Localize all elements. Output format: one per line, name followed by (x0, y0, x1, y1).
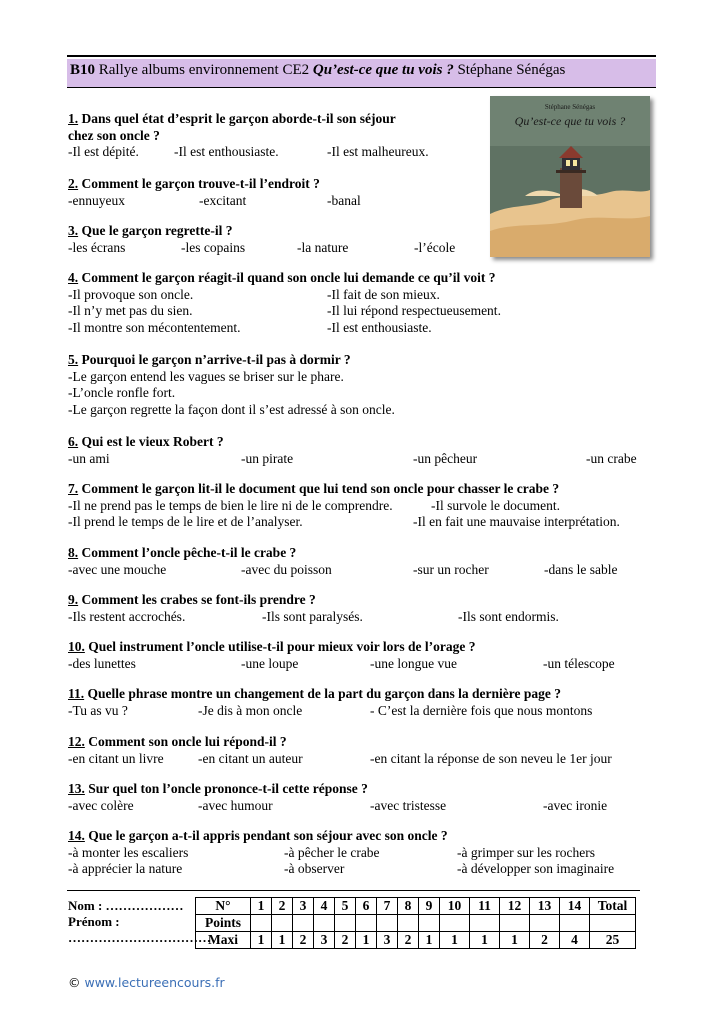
points-cell[interactable] (314, 915, 335, 932)
answer-option: -Il prend le temps de le lire et de l’analyser. (68, 514, 303, 529)
answer-options (68, 798, 658, 815)
points-cell[interactable] (356, 915, 377, 932)
header-book-title: Qu’est-ce que tu vois ? (312, 62, 454, 78)
question-number-cell: 11 (470, 898, 500, 915)
points-cell[interactable] (251, 915, 272, 932)
question-number-cell: 12 (500, 898, 530, 915)
question-8 (68, 545, 658, 578)
question-title: 8. Comment l’oncle pêche-t-il le crabe ? (68, 545, 297, 560)
points-cell[interactable] (335, 915, 356, 932)
question-number-cell: 4 (314, 898, 335, 915)
answer-option: -Il est enthousiaste. (327, 319, 432, 335)
points-cell[interactable] (530, 915, 560, 932)
student-info (68, 898, 211, 946)
question-number-cell: 1 (251, 898, 272, 915)
points-cell[interactable] (470, 915, 500, 932)
answer-option: -Il est malheureux. (327, 144, 429, 159)
answer-option: -Il montre son mécontentement. (68, 319, 241, 335)
header-code: B10 (70, 62, 96, 78)
bottom-rule (67, 890, 640, 891)
answer-option: -à pêcher le crabe (284, 844, 380, 860)
answer-options (68, 861, 658, 878)
prenom-label[interactable]: Prénom : (68, 914, 120, 929)
answer-option: -Il est enthousiaste. (174, 144, 279, 159)
nom-label[interactable]: Nom : ……………… (68, 898, 184, 913)
question-11 (68, 686, 658, 719)
answer-option: -Le garçon regrette la façon dont il s’est adressé à son oncle. (68, 401, 395, 417)
answer-option: -Ils sont endormis. (458, 608, 559, 624)
answer-option: -des lunettes (68, 655, 136, 671)
cover-author: Stéphane Sénégas (544, 103, 596, 111)
points-cell[interactable] (272, 915, 293, 932)
answer-option: -en citant un livre (68, 750, 164, 766)
question-title-line2: chez son oncle ? (68, 127, 160, 143)
question-number-cell: 13 (530, 898, 560, 915)
answer-option: -en citant la réponse de son neveu le 1er jour (370, 750, 612, 766)
maxi-cell: 1 (356, 932, 377, 949)
maxi-cell: 2 (293, 932, 314, 949)
answer-option: -un télescope (543, 655, 615, 671)
points-cell[interactable] (293, 915, 314, 932)
answer-option: -avec humour (198, 797, 273, 813)
answer-option: -Le garçon entend les vagues se briser sur le phare. (68, 368, 344, 384)
maxi-cell: 1 (500, 932, 530, 949)
question-6 (68, 434, 658, 467)
answer-option: -Il provoque son oncle. (68, 286, 194, 302)
answer-option: -sur un rocher (413, 561, 489, 577)
answer-options (68, 369, 658, 386)
answer-option: -un crabe (586, 450, 637, 466)
answer-option: -avec du poisson (241, 561, 332, 577)
points-cell[interactable] (419, 915, 440, 932)
answer-options (68, 656, 658, 673)
question-4 (68, 270, 658, 336)
copyright-symbol: © (68, 975, 81, 990)
answer-options (68, 402, 658, 419)
answer-option: -la nature (297, 239, 349, 255)
answer-options (68, 498, 658, 515)
question-title: 12. Comment son oncle lui répond-il ? (68, 734, 287, 749)
answer-options (68, 703, 658, 720)
answer-option: -Il fait de son mieux. (327, 286, 440, 302)
question-14 (68, 828, 658, 878)
answer-options (68, 562, 658, 579)
answer-option: -L’oncle ronfle fort. (68, 385, 176, 400)
question-number-cell: 6 (356, 898, 377, 915)
question-7 (68, 481, 658, 531)
answer-options (68, 385, 658, 402)
question-title: 4. Comment le garçon réagit-il quand son oncle lui demande ce qu’il voit ? (68, 270, 496, 285)
answer-option: -Il est dépité. (68, 144, 139, 159)
points-cell[interactable] (500, 915, 530, 932)
question-12 (68, 734, 658, 767)
header-top-rule (67, 55, 656, 57)
answer-option: -une loupe (241, 655, 299, 671)
question-3 (68, 223, 488, 256)
answer-option: -en citant un auteur (198, 750, 303, 766)
answer-option: -avec une mouche (68, 561, 167, 577)
question-2 (68, 176, 488, 209)
answer-options (68, 287, 658, 304)
answer-option: -un pêcheur (413, 450, 478, 466)
answer-options (68, 144, 488, 161)
maxi-cell: 2 (398, 932, 419, 949)
header-series: Rallye albums environnement CE2 (98, 62, 310, 78)
book-cover (490, 96, 650, 257)
answer-option: -ennuyeux (68, 192, 125, 208)
maxi-cell: 1 (470, 932, 500, 949)
answer-option: -avec colère (68, 797, 134, 813)
header-band (67, 59, 656, 88)
answer-options (68, 451, 658, 468)
footer-link[interactable]: www.lectureencours.fr (84, 975, 225, 990)
maxi-cell: 2 (530, 932, 560, 949)
answer-options (68, 845, 658, 862)
cover-title: Qu’est-ce que tu vois ? (514, 114, 626, 128)
answer-options (68, 609, 658, 626)
answer-option: -les écrans (68, 239, 126, 255)
score-row-numbers (196, 898, 636, 915)
answer-option: -avec tristesse (370, 797, 447, 813)
maxi-cell: 3 (377, 932, 398, 949)
answer-option: -Il en fait une mauvaise interprétation. (413, 514, 620, 529)
answer-options (68, 193, 488, 210)
maxi-cell: 4 (560, 932, 590, 949)
question-number-cell: 5 (335, 898, 356, 915)
answer-option: - C’est la dernière fois que nous montons (370, 702, 593, 718)
answer-option: -les copains (181, 239, 246, 255)
points-total-cell[interactable] (590, 915, 636, 932)
answer-option: -à observer (284, 861, 345, 876)
question-title: 14. Que le garçon a-t-il appris pendant son séjour avec son oncle ? (68, 828, 448, 843)
answer-option: -Il survole le document. (431, 497, 560, 513)
answer-option: -l’école (414, 239, 456, 255)
points-cell[interactable] (377, 915, 398, 932)
maxi-cell: 1 (419, 932, 440, 949)
answer-option: -Je dis à mon oncle (198, 702, 303, 718)
points-cell[interactable] (560, 915, 590, 932)
question-title: 6. Qui est le vieux Robert ? (68, 434, 224, 449)
question-number-cell: 14 (560, 898, 590, 915)
question-number-cell: 10 (440, 898, 470, 915)
answer-options (68, 751, 658, 768)
question-title: 1. Dans quel état d’esprit le garçon aborde-t-il son séjour (68, 111, 396, 126)
question-number-cell: 8 (398, 898, 419, 915)
answer-option: -un pirate (241, 450, 294, 466)
answer-option: -Tu as vu ? (68, 702, 128, 718)
maxi-cell: 2 (335, 932, 356, 949)
question-1 (68, 111, 488, 161)
answer-option: -Il ne prend pas le temps de bien le lire ni de le comprendre. (68, 497, 393, 513)
points-cell[interactable] (440, 915, 470, 932)
answer-options (68, 303, 658, 320)
answer-option: -à apprécier la nature (68, 861, 183, 876)
answer-option: -à développer son imaginaire (457, 861, 615, 876)
question-title: 7. Comment le garçon lit-il le document que lui tend son oncle pour chasser le crabe ? (68, 481, 560, 496)
question-title: 2. Comment le garçon trouve-t-il l’endroit ? (68, 176, 320, 191)
answer-option: -Ils sont paralysés. (262, 608, 363, 624)
answer-option: -excitant (199, 192, 247, 208)
score-row-maxi (196, 932, 636, 949)
total-header: Total (590, 898, 636, 915)
answer-option: -à grimper sur les rochers (457, 844, 595, 860)
answer-option: -dans le sable (544, 561, 618, 577)
answer-options (68, 320, 658, 337)
header-title (70, 62, 565, 79)
maxi-cell: 1 (272, 932, 293, 949)
answer-option: -à monter les escaliers (68, 844, 189, 860)
answer-option: -un ami (68, 450, 110, 466)
maxi-cell: 1 (440, 932, 470, 949)
question-number-cell: 3 (293, 898, 314, 915)
question-title: 9. Comment les crabes se font-ils prendre ? (68, 592, 316, 607)
question-5 (68, 352, 658, 418)
maxi-total-cell: 25 (590, 932, 636, 949)
row-label: Maxi (196, 932, 251, 949)
question-title: 13. Sur quel ton l’oncle prononce-t-il cette réponse ? (68, 781, 368, 796)
answer-options (68, 514, 658, 531)
answer-option: -Ils restent accrochés. (68, 608, 186, 624)
question-number-cell: 7 (377, 898, 398, 915)
maxi-cell: 1 (251, 932, 272, 949)
answer-option: -Il n’y met pas du sien. (68, 303, 193, 318)
question-13 (68, 781, 658, 814)
row-label: N° (196, 898, 251, 915)
footer (68, 975, 225, 990)
question-title: 11. Quelle phrase montre un changement de la part du garçon dans la dernière page ? (68, 686, 562, 701)
answer-option: -Il lui répond respectueusement. (327, 303, 501, 318)
question-9 (68, 592, 658, 625)
question-title: 10. Quel instrument l’oncle utilise-t-il pour mieux voir lors de l’orage ? (68, 639, 476, 654)
header-author: Stéphane Sénégas (457, 62, 566, 78)
row-label: Points (196, 915, 251, 932)
maxi-cell: 3 (314, 932, 335, 949)
question-10 (68, 639, 658, 672)
question-number-cell: 2 (272, 898, 293, 915)
points-cell[interactable] (398, 915, 419, 932)
question-number-cell: 9 (419, 898, 440, 915)
answer-option: -une longue vue (370, 655, 457, 671)
name-dots: …………………………… (68, 930, 211, 945)
answer-options (68, 240, 488, 257)
score-row-points (196, 915, 636, 932)
answer-option: -avec ironie (543, 797, 608, 813)
question-title: 5. Pourquoi le garçon n’arrive-t-il pas à dormir ? (68, 352, 351, 367)
question-title: 3. Que le garçon regrette-il ? (68, 223, 233, 238)
answer-option: -banal (327, 192, 361, 208)
score-table (195, 897, 636, 949)
